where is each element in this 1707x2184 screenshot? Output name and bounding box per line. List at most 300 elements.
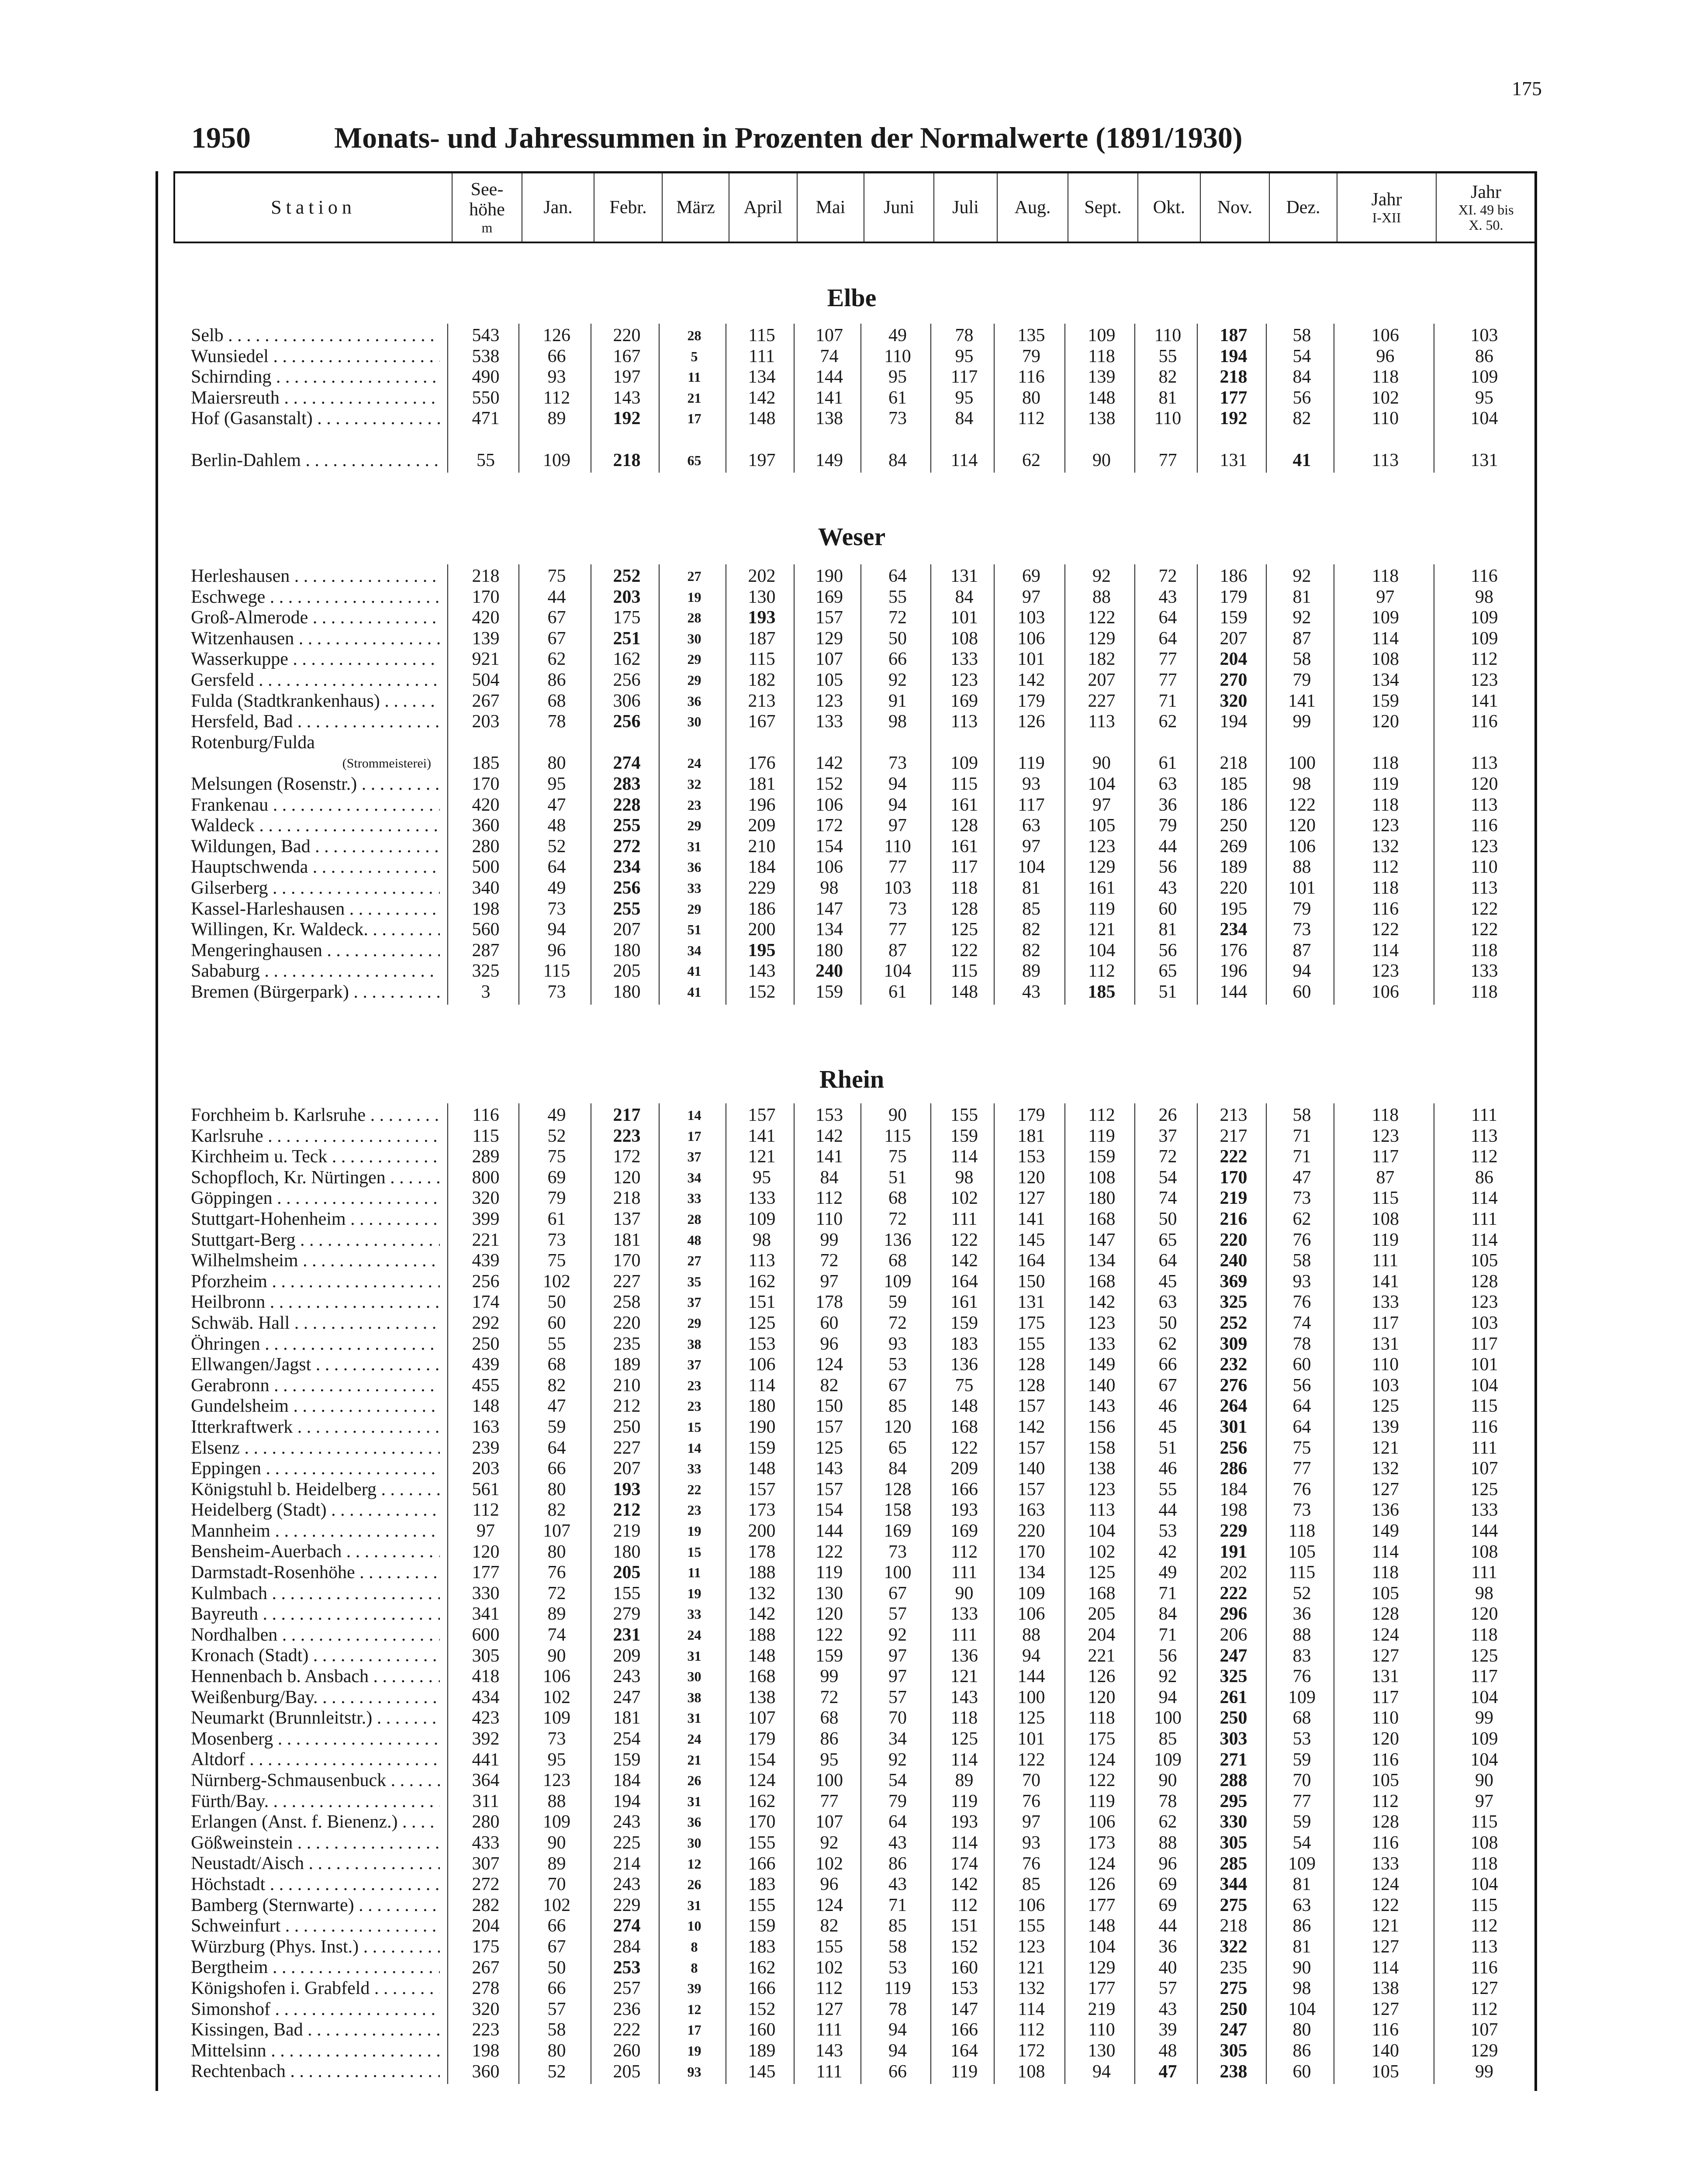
cell-month: 126 — [1088, 1666, 1116, 1687]
cell-month: 148 — [748, 408, 776, 429]
cell-month: 14 — [687, 1107, 701, 1123]
cell-month: 97 — [1022, 587, 1040, 607]
cell-month: 94 — [1022, 1645, 1040, 1666]
cell-month: 182 — [1088, 649, 1116, 670]
cell-month: 102 — [815, 1853, 843, 1874]
cell-month: 200 — [748, 1521, 776, 1541]
cell-month: 104 — [1088, 940, 1116, 961]
cell-month: 67 — [547, 1937, 566, 1957]
cell-month: 26 — [687, 1773, 701, 1789]
cell-month: 112 — [1018, 408, 1045, 429]
cell-month: 72 — [820, 1251, 839, 1271]
cell-jahr: 123 — [1372, 961, 1399, 981]
cell-month: 36 — [687, 693, 701, 709]
cell-month: 221 — [1088, 1645, 1116, 1666]
cell-month: 170 — [613, 1251, 641, 1271]
station-name: Gößweinstein . . . — [191, 1833, 440, 1854]
cell-jahr: 118 — [1372, 795, 1399, 815]
cell-month: 66 — [547, 346, 566, 366]
cell-month: 112 — [1018, 2020, 1045, 2040]
cell-month: 77 — [1158, 649, 1177, 670]
cell-month: 122 — [1017, 1749, 1045, 1770]
cell-month: 97 — [820, 1271, 839, 1292]
cell-month: 54 — [1292, 1833, 1311, 1853]
cell-month: 142 — [748, 1604, 776, 1624]
cell-month: 31 — [687, 1710, 701, 1726]
cell-month: 143 — [815, 1458, 843, 1479]
cell-seehoehe: 550 — [472, 387, 500, 408]
station-name: Nordhalben . . . — [191, 1625, 440, 1646]
cell-month: 15 — [687, 1544, 701, 1560]
cell-month: 96 — [820, 1334, 839, 1354]
cell-month: 155 — [613, 1583, 641, 1603]
cell-month: 80 — [547, 1541, 566, 1562]
cell-month: 183 — [950, 1334, 978, 1354]
cell-month: 202 — [748, 566, 776, 586]
cell-month: 119 — [950, 2061, 978, 2082]
cell-month: 68 — [547, 691, 566, 711]
cell-month: 169 — [884, 1521, 912, 1541]
cell-month: 164 — [950, 2041, 978, 2061]
header-month: Dez. — [1270, 173, 1337, 242]
cell-jahr: 115 — [1471, 1396, 1498, 1417]
cell-month: 23 — [687, 1377, 701, 1393]
cell-jahr: 110 — [1372, 408, 1399, 429]
cell-month: 38 — [687, 1336, 701, 1352]
cell-month: 104 — [1088, 774, 1116, 794]
cell-month: 157 — [748, 1105, 776, 1125]
cell-month: 97 — [888, 1645, 907, 1666]
cell-month: 35 — [687, 1273, 701, 1289]
cell-month: 125 — [1017, 1708, 1045, 1728]
cell-month: 116 — [1018, 367, 1045, 387]
cell-month: 164 — [1017, 1251, 1045, 1271]
station-name: Heidelberg (Stadt) . . . — [191, 1500, 440, 1521]
column-rule — [518, 324, 519, 473]
cell-seehoehe: 433 — [472, 1833, 500, 1853]
cell-jahr: 118 — [1372, 1562, 1399, 1583]
cell-month: 23 — [687, 1502, 701, 1518]
cell-month: 24 — [687, 755, 701, 771]
cell-month: 136 — [950, 1645, 978, 1666]
cell-jahr: 105 — [1372, 1583, 1399, 1603]
cell-month: 149 — [1088, 1355, 1116, 1375]
cell-month: 59 — [1292, 1812, 1311, 1832]
cell-month: 271 — [1220, 1749, 1247, 1770]
cell-jahr: 129 — [1470, 2041, 1498, 2061]
cell-seehoehe: 204 — [472, 1916, 500, 1936]
cell-month: 100 — [1154, 1708, 1182, 1728]
cell-month: 185 — [1088, 982, 1116, 1002]
cell-month: 234 — [613, 857, 641, 878]
cell-month: 147 — [815, 898, 843, 919]
cell-month: 168 — [1088, 1583, 1116, 1603]
cell-month: 128 — [884, 1479, 912, 1500]
cell-month: 119 — [1088, 1126, 1115, 1146]
cell-month: 94 — [1092, 2061, 1111, 2082]
cell-month: 10 — [687, 1918, 701, 1934]
cell-month: 74 — [820, 346, 839, 366]
cell-month: 153 — [950, 1978, 978, 1999]
cell-month: 50 — [547, 1292, 566, 1313]
cell-month: 179 — [748, 1729, 776, 1749]
cell-month: 210 — [748, 836, 776, 857]
cell-seehoehe: 441 — [472, 1749, 500, 1770]
cell-month: 104 — [884, 961, 912, 981]
cell-month: 33 — [687, 880, 701, 896]
cell-month: 142 — [950, 1874, 978, 1895]
cell-month: 149 — [815, 450, 843, 470]
station-name: Königshofen i. Grabfeld . . . — [191, 1978, 440, 1999]
cell-seehoehe: 561 — [472, 1479, 500, 1500]
cell-month: 257 — [613, 1978, 641, 1999]
cell-month: 117 — [1018, 795, 1045, 815]
cell-month: 71 — [888, 1895, 907, 1915]
cell-jahr: 114 — [1372, 940, 1399, 961]
cell-month: 173 — [1088, 1833, 1116, 1853]
station-name: Weißenburg/Bay. . . . — [191, 1687, 440, 1708]
cell-month: 78 — [888, 1999, 907, 2019]
cell-jahr: 131 — [1470, 450, 1498, 470]
cell-seehoehe: 325 — [472, 961, 500, 981]
station-name: Bergtheim . . . — [191, 1957, 440, 1978]
cell-month: 102 — [950, 1188, 978, 1209]
cell-seehoehe: 490 — [472, 367, 500, 387]
cell-seehoehe: 250 — [472, 1334, 500, 1354]
cell-month: 144 — [1220, 982, 1247, 1002]
header-month: Juni — [864, 173, 934, 242]
cell-month: 64 — [1158, 628, 1177, 649]
cell-month: 109 — [543, 1812, 570, 1832]
station-name: Eschwege . . . — [191, 587, 440, 608]
cell-month: 66 — [547, 1458, 566, 1479]
cell-month: 236 — [613, 1999, 641, 2019]
table-year: 1950 — [191, 121, 251, 154]
cell-month: 152 — [748, 1999, 776, 2019]
cell-seehoehe: 174 — [472, 1292, 500, 1313]
cell-month: 23 — [687, 1398, 701, 1414]
cell-month: 106 — [815, 795, 843, 815]
cell-month: 142 — [1088, 1292, 1116, 1313]
cell-month: 85 — [1158, 1729, 1177, 1749]
cell-jahr: 117 — [1372, 1313, 1399, 1333]
cell-month: 37 — [687, 1149, 701, 1165]
cell-month: 180 — [1088, 1188, 1116, 1209]
cell-month: 115 — [748, 325, 775, 346]
cell-month: 84 — [955, 408, 974, 429]
cell-month: 119 — [815, 1562, 843, 1583]
cell-month: 122 — [1288, 795, 1316, 815]
cell-month: 12 — [687, 2001, 701, 2017]
cell-seehoehe: 221 — [472, 1230, 500, 1250]
cell-month: 61 — [888, 982, 907, 1002]
cell-month: 100 — [815, 1770, 843, 1791]
cell-month: 60 — [1292, 2061, 1311, 2082]
station-name: Forchheim b. Karlsruhe . . . — [191, 1105, 440, 1126]
cell-month: 118 — [950, 1708, 978, 1728]
cell-month: 70 — [888, 1708, 907, 1728]
cell-seehoehe: 218 — [472, 566, 500, 586]
cell-month: 152 — [950, 1937, 978, 1957]
cell-month: 212 — [613, 1500, 641, 1521]
cell-month: 48 — [1158, 2041, 1177, 2061]
cell-month: 49 — [547, 1105, 566, 1125]
cell-month: 78 — [1158, 1791, 1177, 1811]
cell-month: 68 — [888, 1188, 907, 1209]
cell-month: 139 — [1088, 367, 1116, 387]
cell-month: 209 — [613, 1645, 641, 1666]
cell-month: 36 — [687, 859, 701, 875]
cell-jahr: 112 — [1372, 1791, 1399, 1811]
cell-month: 296 — [1220, 1604, 1247, 1624]
cell-jahr: 124 — [1372, 1625, 1399, 1645]
column-rule — [447, 324, 448, 473]
cell-month: 106 — [1288, 836, 1316, 857]
cell-month: 167 — [748, 712, 776, 732]
cell-jahr: 115 — [1372, 1188, 1399, 1209]
cell-seehoehe: 112 — [472, 1500, 499, 1521]
cell-month: 49 — [547, 878, 566, 898]
cell-month: 43 — [1158, 1999, 1177, 2019]
cell-month: 194 — [1220, 346, 1247, 366]
station-name: Schweinfurt . . . — [191, 1916, 440, 1937]
cell-month: 42 — [1158, 1541, 1177, 1562]
cell-month: 322 — [1220, 1937, 1247, 1957]
station-name: Bamberg (Sternwarte) . . . — [191, 1895, 440, 1916]
cell-month: 71 — [1292, 1147, 1311, 1167]
cell-jahr: 108 — [1470, 1541, 1498, 1562]
cell-jahr: 86 — [1475, 1167, 1493, 1188]
cell-jahr: 113 — [1471, 1126, 1498, 1146]
cell-month: 183 — [748, 1874, 776, 1895]
cell-month: 155 — [815, 1937, 843, 1957]
cell-month: 148 — [1088, 387, 1116, 408]
cell-month: 103 — [1017, 608, 1045, 628]
cell-month: 120 — [1288, 816, 1316, 836]
cell-month: 194 — [613, 1791, 641, 1811]
cell-month: 162 — [613, 649, 641, 670]
cell-month: 107 — [815, 649, 843, 670]
cell-month: 73 — [888, 753, 907, 774]
station-name: Mosenberg . . . — [191, 1729, 440, 1750]
cell-month: 130 — [815, 1583, 843, 1603]
cell-month: 55 — [547, 1334, 566, 1354]
cell-month: 247 — [1220, 1645, 1247, 1666]
cell-month: 46 — [1158, 1396, 1177, 1417]
cell-month: 120 — [1088, 1687, 1116, 1707]
cell-month: 60 — [820, 1313, 839, 1333]
cell-month: 123 — [815, 691, 843, 711]
cell-month: 66 — [888, 649, 907, 670]
cell-month: 133 — [950, 649, 978, 670]
cell-month: 309 — [1220, 1334, 1247, 1354]
cell-jahr: 109 — [1470, 608, 1498, 628]
cell-month: 141 — [815, 387, 843, 408]
cell-month: 192 — [613, 408, 641, 429]
cell-month: 84 — [820, 1167, 839, 1188]
cell-month: 50 — [1158, 1313, 1177, 1333]
cell-month: 62 — [1158, 1812, 1177, 1832]
cell-month: 147 — [950, 1999, 978, 2019]
cell-month: 64 — [1158, 1251, 1177, 1271]
cell-month: 143 — [613, 387, 641, 408]
cell-month: 39 — [1158, 2020, 1177, 2040]
cell-month: 166 — [950, 1479, 978, 1500]
cell-month: 148 — [748, 1645, 776, 1666]
cell-month: 104 — [1017, 857, 1045, 878]
cell-seehoehe: 538 — [472, 346, 500, 366]
cell-jahr: 116 — [1372, 1749, 1399, 1770]
column-rule — [860, 324, 861, 473]
station-name: Fulda (Stadtkrankenhaus) . . . — [191, 691, 440, 712]
cell-jahr: 144 — [1470, 1521, 1498, 1541]
cell-month: 108 — [1017, 2061, 1045, 2082]
cell-month: 90 — [955, 1583, 974, 1603]
cell-month: 173 — [748, 1500, 776, 1521]
cell-month: 126 — [1017, 712, 1045, 732]
cell-month: 186 — [1220, 795, 1247, 815]
station-name: Gerabronn . . . — [191, 1375, 440, 1396]
station-name: Hauptschwenda . . . — [191, 857, 440, 878]
cell-month: 234 — [1220, 919, 1247, 940]
cell-month: 129 — [1088, 857, 1116, 878]
cell-month: 64 — [547, 857, 566, 878]
cell-month: 75 — [955, 1375, 974, 1396]
cell-month: 100 — [884, 1562, 912, 1583]
cell-month: 73 — [547, 898, 566, 919]
cell-month: 150 — [1017, 1271, 1045, 1292]
cell-month: 218 — [1220, 367, 1247, 387]
cell-jahr: 125 — [1372, 1396, 1399, 1417]
cell-month: 109 — [543, 1708, 570, 1728]
station-name: Wunsiedel . . . — [191, 346, 440, 367]
cell-jahr: 149 — [1372, 1521, 1399, 1541]
cell-jahr: 103 — [1372, 1375, 1399, 1396]
cell-month: 138 — [1088, 408, 1116, 429]
cell-jahr: 95 — [1475, 387, 1493, 408]
cell-month: 53 — [1292, 1729, 1311, 1749]
station-name: Wildungen, Bad . . . — [191, 836, 440, 857]
cell-month: 113 — [1088, 1500, 1115, 1521]
cell-month: 344 — [1220, 1874, 1247, 1895]
cell-month: 54 — [1292, 346, 1311, 366]
cell-month: 45 — [1158, 1271, 1177, 1292]
cell-month: 62 — [547, 649, 566, 670]
cell-jahr: 123 — [1470, 1292, 1498, 1313]
cell-month: 79 — [1292, 898, 1311, 919]
cell-seehoehe: 256 — [472, 1271, 500, 1292]
cell-month: 17 — [687, 411, 701, 427]
column-rule — [1197, 564, 1198, 1005]
page-title: Monats- und Jahressummen in Prozenten der Normalwerte (1891/1930) — [334, 121, 1243, 154]
cell-month: 115 — [543, 961, 570, 981]
cell-month: 29 — [687, 818, 701, 834]
cell-month: 98 — [955, 1167, 974, 1188]
cell-month: 124 — [748, 1770, 776, 1791]
cell-month: 58 — [888, 1937, 907, 1957]
cell-month: 235 — [613, 1334, 641, 1354]
cell-month: 148 — [950, 1396, 978, 1417]
cell-jahr: 103 — [1470, 325, 1498, 346]
header-month: Febr. — [594, 173, 663, 242]
cell-month: 220 — [613, 1313, 641, 1333]
cell-jahr: 120 — [1372, 1729, 1399, 1749]
cell-month: 62 — [1158, 712, 1177, 732]
cell-month: 213 — [748, 691, 776, 711]
cell-month: 43 — [1022, 982, 1040, 1002]
cell-month: 76 — [1292, 1230, 1311, 1250]
cell-month: 179 — [1017, 1105, 1045, 1125]
cell-month: 22 — [687, 1481, 701, 1497]
cell-month: 160 — [950, 1957, 978, 1978]
cell-month: 155 — [748, 1833, 776, 1853]
cell-month: 98 — [888, 712, 907, 732]
column-rule — [1266, 324, 1267, 473]
cell-month: 89 — [547, 1604, 566, 1624]
cell-month: 220 — [1220, 878, 1247, 898]
cell-seehoehe: 280 — [472, 1812, 500, 1832]
cell-month: 187 — [1220, 325, 1247, 346]
cell-seehoehe: 203 — [472, 712, 500, 732]
cell-jahr: 109 — [1372, 608, 1399, 628]
column-rule — [1197, 324, 1198, 473]
cell-month: 138 — [748, 1687, 776, 1707]
cell-jahr: 118 — [1372, 753, 1399, 774]
cell-month: 153 — [1017, 1147, 1045, 1167]
cell-seehoehe: 115 — [472, 1126, 499, 1146]
cell-month: 112 — [815, 1978, 843, 1999]
cell-month: 276 — [1220, 1375, 1247, 1396]
cell-jahr: 90 — [1475, 1770, 1493, 1791]
cell-month: 51 — [888, 1167, 907, 1188]
cell-seehoehe: 120 — [472, 1541, 500, 1562]
cell-month: 33 — [687, 1606, 701, 1622]
cell-seehoehe: 423 — [472, 1708, 500, 1728]
cell-month: 24 — [687, 1731, 701, 1747]
cell-month: 92 — [1292, 608, 1311, 628]
cell-month: 260 — [613, 2041, 641, 2061]
cell-month: 180 — [815, 940, 843, 961]
cell-month: 102 — [1088, 1541, 1116, 1562]
cell-seehoehe: 185 — [472, 753, 500, 774]
cell-month: 88 — [1158, 1833, 1177, 1853]
cell-month: 53 — [888, 1355, 907, 1375]
cell-month: 51 — [1158, 1438, 1177, 1458]
cell-jahr: 109 — [1470, 1729, 1498, 1749]
cell-month: 84 — [955, 587, 974, 607]
station-name: Schirnding . . . — [191, 367, 440, 388]
cell-month: 154 — [748, 1749, 776, 1770]
cell-month: 51 — [687, 922, 701, 938]
cell-month: 111 — [749, 346, 775, 366]
cell-month: 134 — [815, 919, 843, 940]
cell-month: 217 — [613, 1105, 641, 1125]
cell-month: 204 — [1220, 649, 1247, 670]
cell-month: 115 — [884, 1126, 911, 1146]
cell-month: 219 — [1220, 1188, 1247, 1209]
cell-seehoehe: 364 — [472, 1770, 500, 1791]
cell-month: 97 — [888, 1666, 907, 1687]
cell-month: 181 — [748, 774, 776, 794]
cell-month: 157 — [1017, 1396, 1045, 1417]
cell-month: 256 — [613, 878, 641, 898]
column-rule — [1134, 1103, 1135, 2084]
cell-seehoehe: 198 — [472, 898, 500, 919]
cell-month: 159 — [815, 982, 843, 1002]
cell-month: 94 — [888, 774, 907, 794]
cell-month: 256 — [613, 712, 641, 732]
cell-jahr: 87 — [1376, 1167, 1395, 1188]
